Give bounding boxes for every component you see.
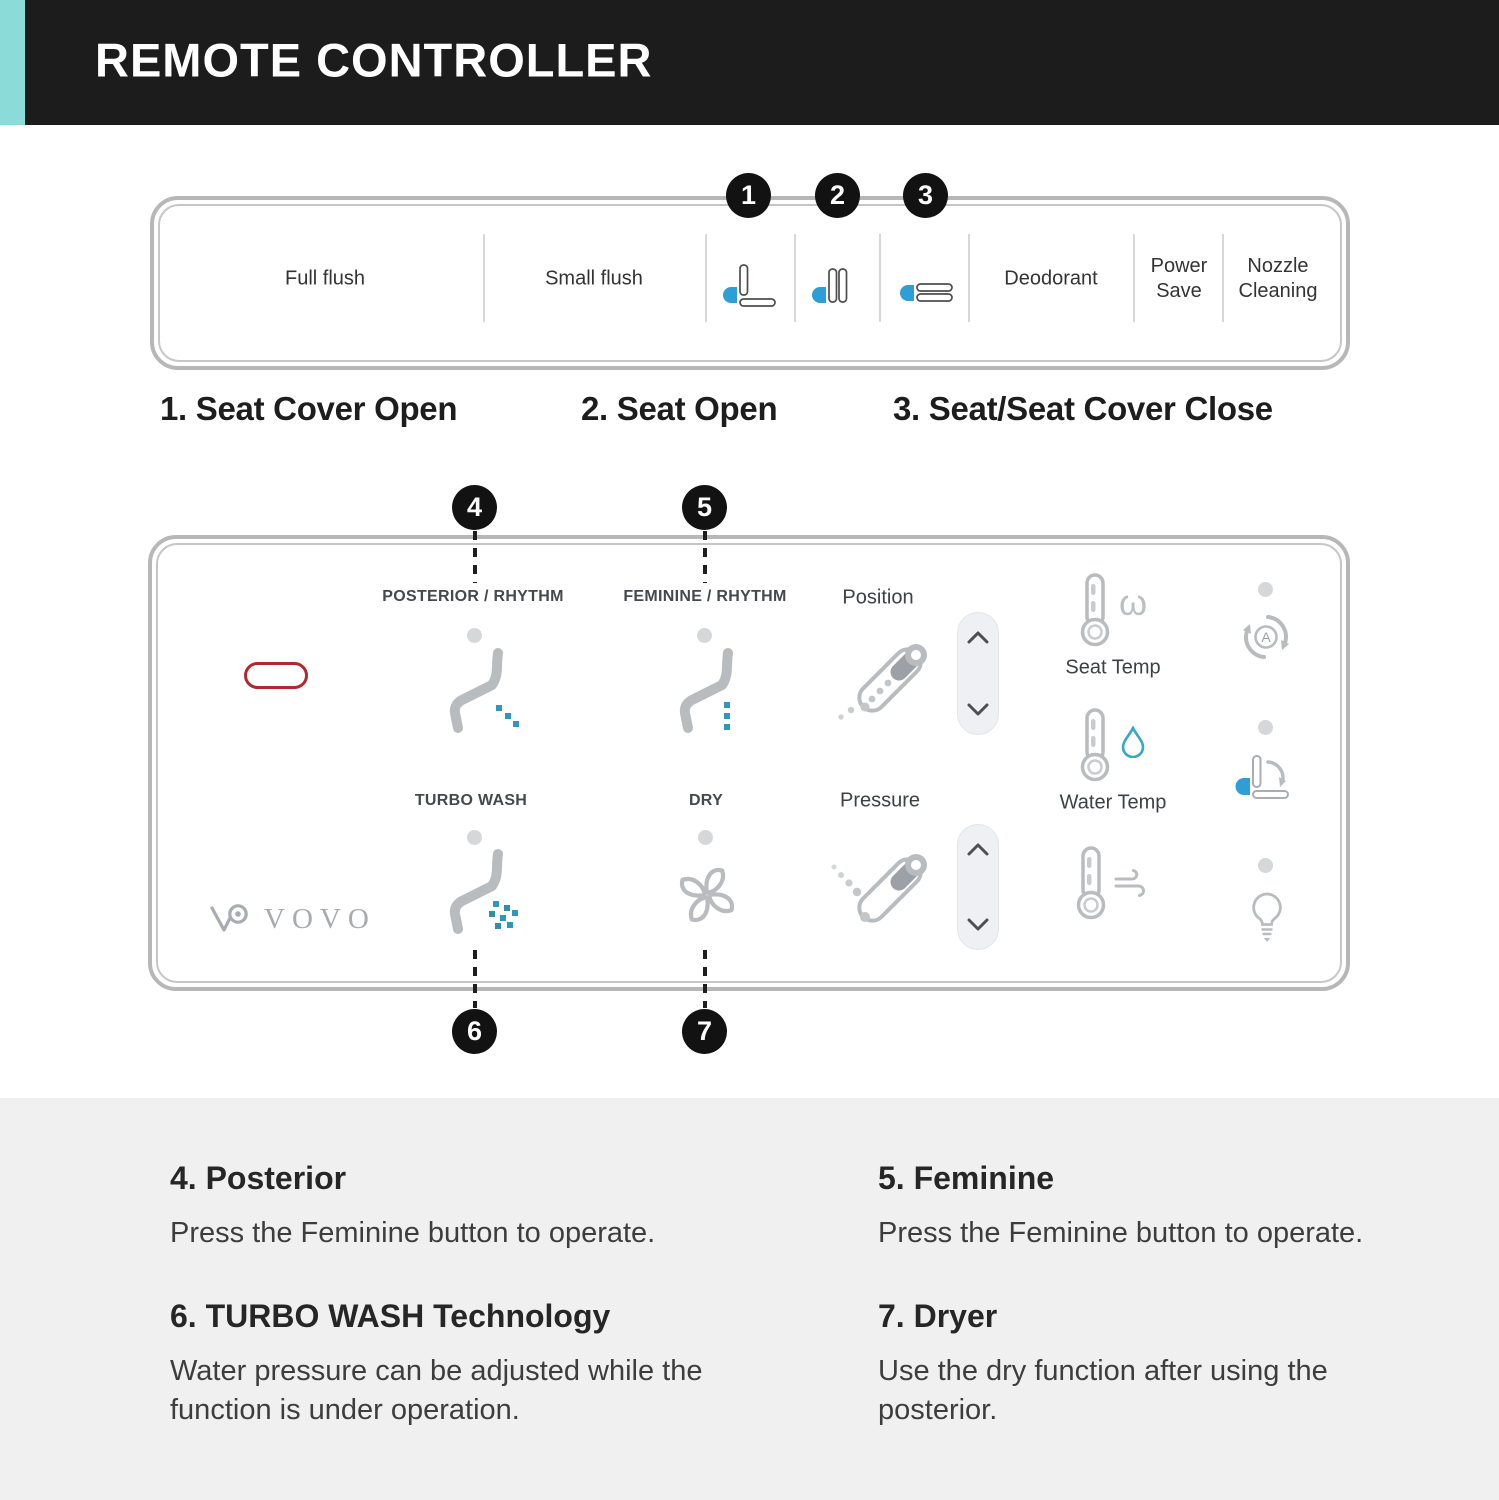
note-feminine xyxy=(878,1160,1438,1253)
note-body: Water pressure can be adjusted while the function is under operation. xyxy=(170,1355,703,1427)
chevron-down-icon xyxy=(966,702,990,717)
fan-icon[interactable] xyxy=(674,862,740,928)
note-title: 4. Posterior xyxy=(170,1160,347,1196)
callout-badge-6: 6 xyxy=(452,1009,497,1054)
auto-led xyxy=(1258,582,1273,597)
svg-text:A: A xyxy=(1261,629,1271,645)
posterior-wash-button[interactable] xyxy=(434,645,522,739)
stop-button[interactable] xyxy=(244,662,308,689)
callout-dash-6 xyxy=(473,950,477,1008)
lightbulb-icon[interactable] xyxy=(1247,890,1287,946)
note-turbo-wash xyxy=(170,1298,730,1430)
water-temp-label: Water Temp xyxy=(1059,791,1167,814)
posterior-label: POSTERIOR / RHYTHM xyxy=(382,588,564,605)
pressure-rocker[interactable] xyxy=(957,824,999,950)
position-label: Position xyxy=(842,586,914,609)
pressure-label: Pressure xyxy=(839,789,921,812)
brand-logo xyxy=(208,901,376,937)
caption-seat-close: 3. Seat/Seat Cover Close xyxy=(893,390,1273,427)
chevron-up-icon xyxy=(966,842,990,857)
seat-open-icon[interactable] xyxy=(809,261,867,307)
turbo-wash-button[interactable] xyxy=(434,846,522,940)
note-body: Press the Feminine button to operate. xyxy=(878,1217,1364,1249)
dry-led xyxy=(698,830,713,845)
seat-close-icon[interactable] xyxy=(897,261,955,307)
note-title: 7. Dryer xyxy=(878,1298,998,1334)
seat-temp-label: Seat Temp xyxy=(1065,656,1161,679)
deodorant-button[interactable]: Deodorant xyxy=(1004,267,1098,290)
vovo-logo-mark xyxy=(208,901,254,937)
header-bar xyxy=(0,0,1499,125)
callout-badge-7: 7 xyxy=(682,1009,727,1054)
caption-seat-cover-open: 1. Seat Cover Open xyxy=(160,390,458,427)
feminine-led xyxy=(697,628,712,643)
divider xyxy=(1133,234,1135,322)
turbo-wash-led xyxy=(467,830,482,845)
auto-seat-led xyxy=(1258,720,1273,735)
divider xyxy=(1222,234,1224,322)
page-title: REMOTE CONTROLLER xyxy=(95,33,653,87)
divider xyxy=(483,234,485,322)
callout-badge-4: 4 xyxy=(452,485,497,530)
callout-badge-1: 1 xyxy=(726,173,771,218)
divider xyxy=(879,234,881,322)
nozzle-pressure-icon xyxy=(824,840,936,932)
auto-seat-open-close-icon[interactable] xyxy=(1235,751,1297,801)
note-body: Use the dry function after using the posterior. xyxy=(878,1355,1328,1427)
turbo-wash-label: TURBO WASH xyxy=(414,792,528,809)
chevron-down-icon xyxy=(966,917,990,932)
accent-stripe xyxy=(0,0,25,125)
note-posterior xyxy=(170,1160,840,1253)
nozzle-cleaning-button[interactable]: Nozzle Cleaning xyxy=(1238,255,1318,302)
power-save-button[interactable]: Power Save xyxy=(1150,255,1208,302)
chevron-up-icon xyxy=(966,630,990,645)
nozzle-position-icon xyxy=(824,630,936,722)
seat-temp-thermometer-icon[interactable] xyxy=(1074,572,1116,648)
note-body: Press the Feminine button to operate. xyxy=(170,1217,656,1249)
full-flush-button[interactable]: Full flush xyxy=(284,267,366,290)
note-title: 6. TURBO WASH Technology xyxy=(170,1298,611,1334)
divider xyxy=(705,234,707,322)
caption-seat-open: 2. Seat Open xyxy=(581,390,778,427)
water-temp-thermometer-icon[interactable] xyxy=(1074,707,1116,783)
feminine-label: FEMININE / RHYTHM xyxy=(623,588,787,605)
callout-badge-3: 3 xyxy=(903,173,948,218)
note-dryer xyxy=(878,1298,1438,1430)
auto-cycle-icon[interactable] xyxy=(1240,611,1292,663)
feminine-wash-button[interactable] xyxy=(664,645,752,739)
light-led xyxy=(1258,858,1273,873)
wind-icon xyxy=(1113,866,1149,900)
callout-dash-5 xyxy=(703,531,707,583)
callout-badge-5: 5 xyxy=(682,485,727,530)
note-title: 5. Feminine xyxy=(878,1160,1055,1196)
callout-dash-7 xyxy=(703,950,707,1008)
dry-label: DRY xyxy=(688,792,724,809)
small-flush-button[interactable]: Small flush xyxy=(545,267,643,290)
divider xyxy=(794,234,796,322)
seat-heat-icon: ω xyxy=(1118,582,1148,623)
posterior-led xyxy=(467,628,482,643)
seat-cover-open-icon[interactable] xyxy=(720,261,778,307)
water-droplet-icon xyxy=(1120,726,1146,758)
callout-dash-4 xyxy=(473,531,477,583)
brand-name: VOVO xyxy=(264,902,376,935)
position-rocker[interactable] xyxy=(957,612,999,735)
divider xyxy=(968,234,970,322)
callout-badge-2: 2 xyxy=(815,173,860,218)
notes-section xyxy=(0,1098,1499,1500)
air-temp-thermometer-icon[interactable] xyxy=(1070,845,1112,921)
